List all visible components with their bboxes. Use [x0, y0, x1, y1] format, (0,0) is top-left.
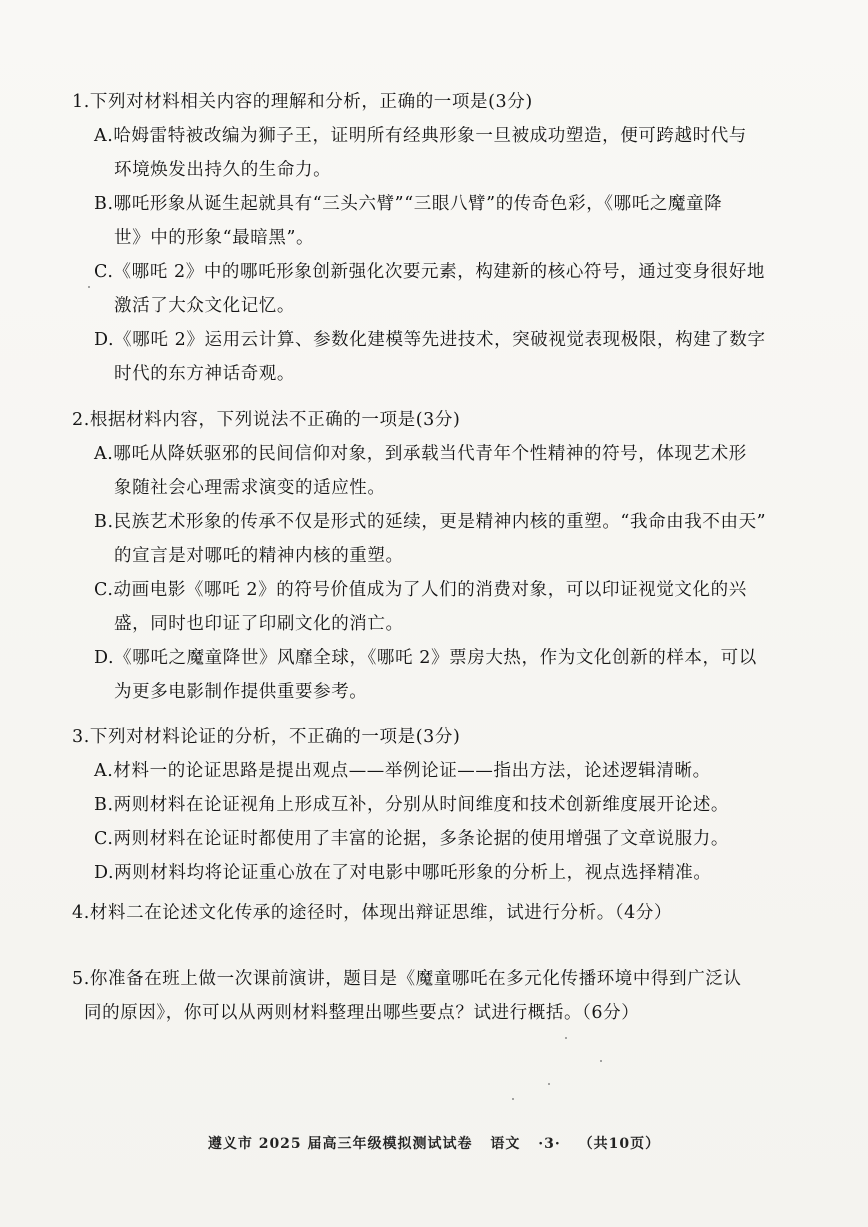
question-stem: 4.材料二在论述文化传承的途径时，体现出辩证思维，试进行分析。（4分） — [72, 903, 673, 923]
option-d: D.《哪吒之魔童降世》风靡全球，《哪吒 2》票房大热，作为文化创新的样本，可以 为更多电影制作提供重要参考。 — [94, 648, 757, 702]
scan-speck — [600, 1060, 602, 1062]
option-d: D.《哪吒 2》运用云计算、参数化建模等先进技术，突破视觉表现极限，构建了数字 时代的东方神话奇观。 — [94, 330, 766, 384]
option-b: B.两则材料在论证视角上形成互补，分别从时间维度和技术创新维度展开论述。 — [94, 795, 730, 815]
page-number: ·3· — [538, 1136, 561, 1152]
page-footer — [0, 1133, 868, 1153]
question-4 — [72, 896, 812, 930]
scan-speck — [565, 1037, 567, 1039]
question-stem-line-2: 同的原因》，你可以从两则材料整理出哪些要点？试进行概括。（6分） — [84, 1003, 640, 1023]
option-a: A.哈姆雷特被改编为狮子王，证明所有经典形象一旦被成功塑造，便可跨越时代与 环境焕发出持久的生命力。 — [94, 126, 747, 180]
total-pages: （共10页） — [578, 1136, 661, 1152]
scan-speck — [512, 1098, 514, 1100]
scan-speck — [548, 1083, 550, 1085]
option-b: B.民族艺术形象的传承不仅是形式的延续，更是精神内核的重塑。“我命由我不由天” 的宣言是对哪吒的精神内核的重塑。 — [94, 512, 767, 566]
option-c: C.《哪吒 2》中的哪吒形象创新强化次要元素，构建新的核心符号，通过变身很好地 激活了大众文化记忆。 — [94, 262, 765, 316]
subject-label: 语文 — [490, 1136, 521, 1152]
option-a: A.材料一的论证思路是提出观点——举例论证——指出方法，论述逻辑清晰。 — [94, 761, 711, 781]
option-d: D.两则材料均将论证重心放在了对电影中哪吒形象的分析上，视点选择精准。 — [94, 863, 712, 883]
exam-title: 遵义市 2025 届高三年级模拟测试试卷 — [207, 1136, 473, 1152]
question-stem: 3.下列对材料论证的分析，不正确的一项是(3分) — [72, 727, 461, 747]
option-b: B.哪吒形象从诞生起就具有“三头六臂”“三眼八臂”的传奇色彩，《哪吒之魔童降 世》中的形象“最暗黑”。 — [94, 194, 723, 248]
question-5 — [72, 962, 812, 1030]
question-stem-line-1: 5.你准备在班上做一次课前演讲，题目是《魔童哪吒在多元化传播环境中得到广泛认 — [72, 969, 742, 989]
option-a: A.哪吒从降妖驱邪的民间信仰对象，到承载当代青年个性精神的符号，体现艺术形 象随社会心理需求演变的适应性。 — [94, 444, 747, 498]
scan-speck — [88, 286, 90, 288]
question-3 — [72, 720, 812, 890]
question-stem: 2.根据材料内容，下列说法不正确的一项是(3分) — [72, 410, 461, 430]
question-stem: 1.下列对材料相关内容的理解和分析，正确的一项是(3分) — [72, 92, 533, 112]
option-c: C.两则材料在论证时都使用了丰富的论据，多条论据的使用增强了文章说服力。 — [94, 829, 729, 849]
question-2 — [72, 403, 812, 709]
option-c: C.动画电影《哪吒 2》的符号价值成为了人们的消费对象，可以印证视觉文化的兴 盛，同时也印证了印刷文化的消亡。 — [94, 580, 747, 634]
question-1 — [72, 85, 812, 391]
